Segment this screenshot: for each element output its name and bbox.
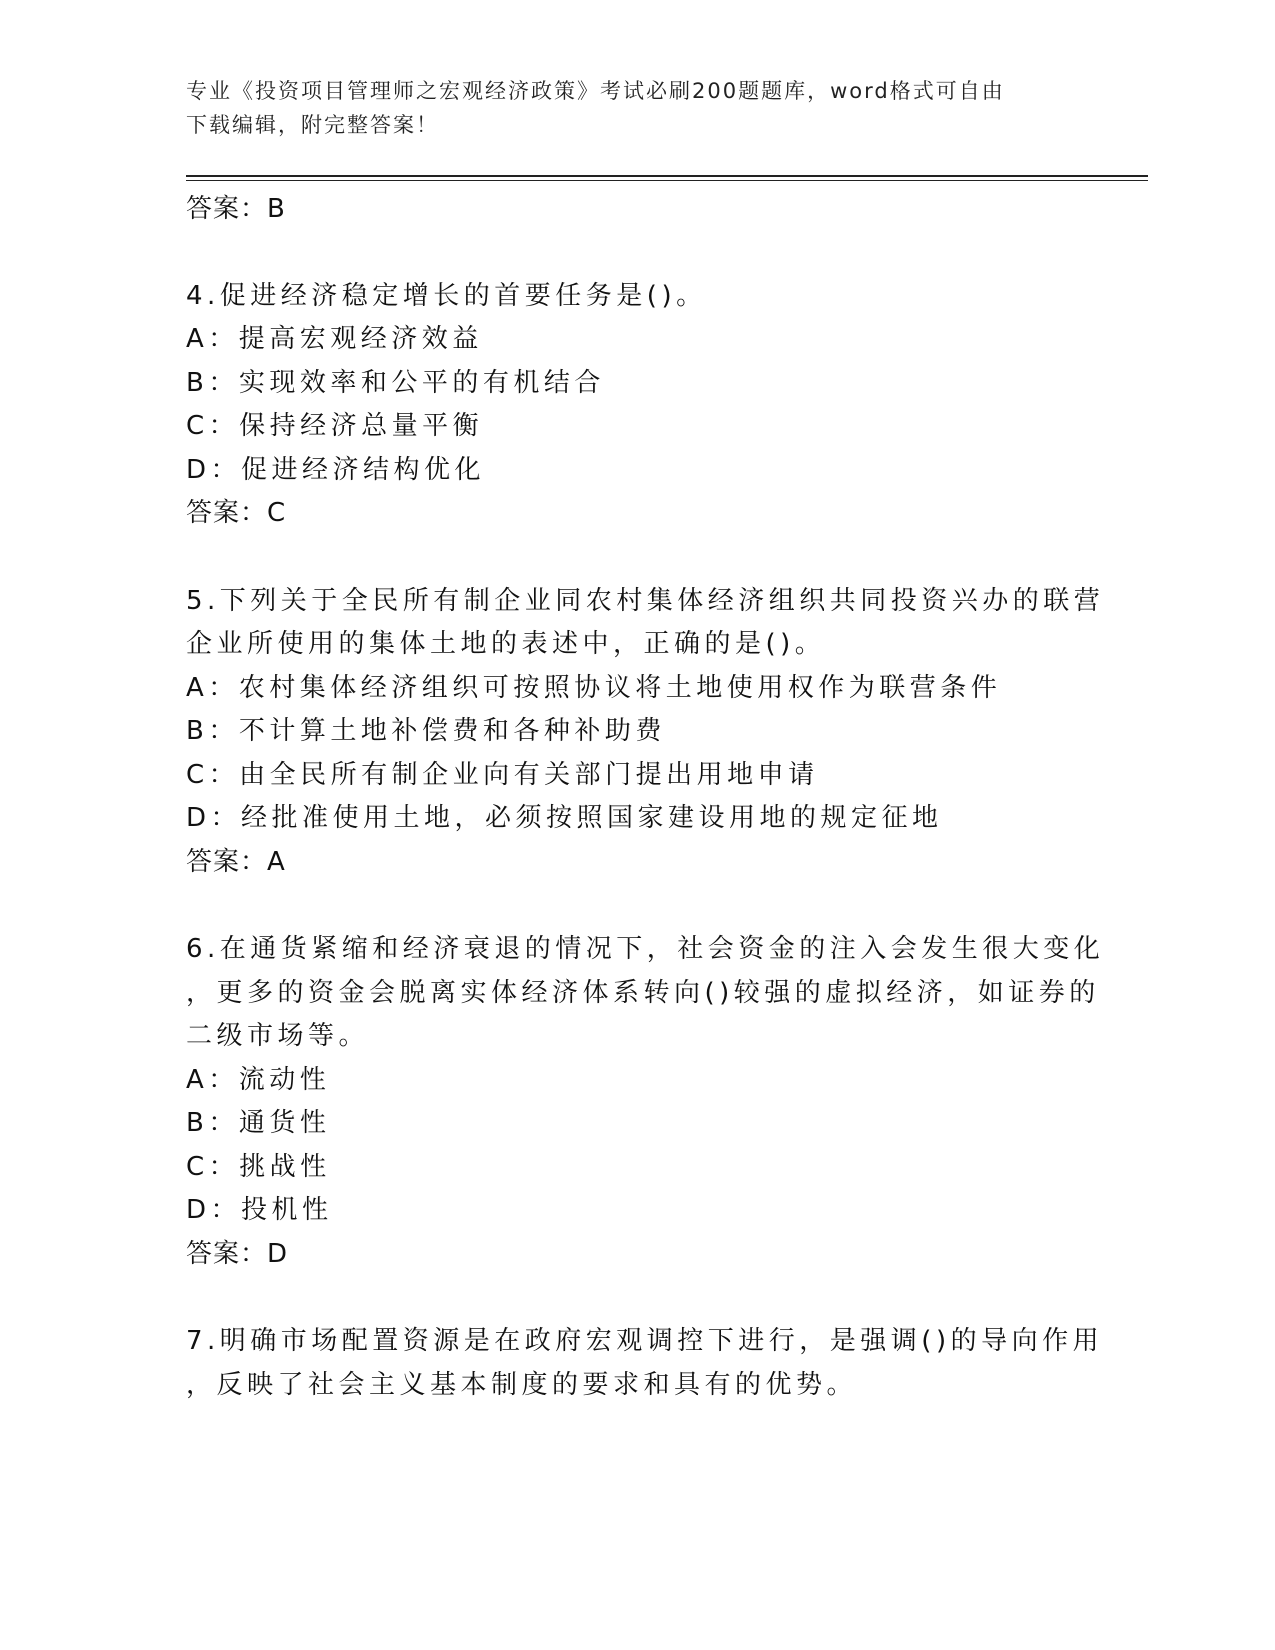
option-b: B：实现效率和公平的有机结合 <box>186 368 605 398</box>
option-a: A：流动性 <box>186 1065 331 1095</box>
option-c: C：保持经济总量平衡 <box>186 411 484 441</box>
answer: 答案：C <box>186 498 287 528</box>
option-a: A：提高宏观经济效益 <box>186 324 483 354</box>
option-d: D：投机性 <box>186 1195 333 1225</box>
option-b: B：不计算土地补偿费和各种补助费 <box>186 716 666 746</box>
question-stem-line-2: 企业所使用的集体土地的表述中，正确的是()。 <box>186 629 826 659</box>
answer: 答案：D <box>186 1239 289 1269</box>
question-stem-line-2: ，更多的资金会脱离实体经济体系转向()较强的虚拟经济，如证券的 <box>186 978 1100 1008</box>
question-stem-line-1: 5.下列关于全民所有制企业同农村集体经济组织共同投资兴办的联营 <box>186 586 1105 616</box>
question-stem: 4.促进经济稳定增长的首要任务是()。 <box>186 281 707 311</box>
document-header <box>186 74 1066 142</box>
option-a: A：农村集体经济组织可按照协议将土地使用权作为联营条件 <box>186 673 1002 703</box>
answer-previous: 答案：B <box>186 194 286 224</box>
header-line-2: 下载编辑，附完整答案！ <box>186 113 439 137</box>
question-stem-line-3: 二级市场等。 <box>186 1021 370 1051</box>
option-c: C：挑战性 <box>186 1152 331 1182</box>
answer: 答案：A <box>186 847 286 877</box>
question-stem-line-1: 6.在通货紧缩和经济衰退的情况下，社会资金的注入会发生很大变化 <box>186 934 1105 964</box>
option-d: D：经批准使用土地，必须按照国家建设用地的规定征地 <box>186 803 943 833</box>
header-rule-thin <box>186 180 1148 181</box>
question-stem-line-1: 7.明确市场配置资源是在政府宏观调控下进行，是强调()的导向作用 <box>186 1326 1104 1356</box>
option-b: B：通货性 <box>186 1108 331 1138</box>
question-stem-line-2: ，反映了社会主义基本制度的要求和具有的优势。 <box>186 1370 858 1400</box>
header-line-1: 专业《投资项目管理师之宏观经济政策》考试必刷200题题库，word格式可自由 <box>186 79 1005 103</box>
option-c: C：由全民所有制企业向有关部门提出用地申请 <box>186 760 819 790</box>
option-d: D：促进经济结构优化 <box>186 455 486 485</box>
header-rule-thick <box>186 175 1148 177</box>
